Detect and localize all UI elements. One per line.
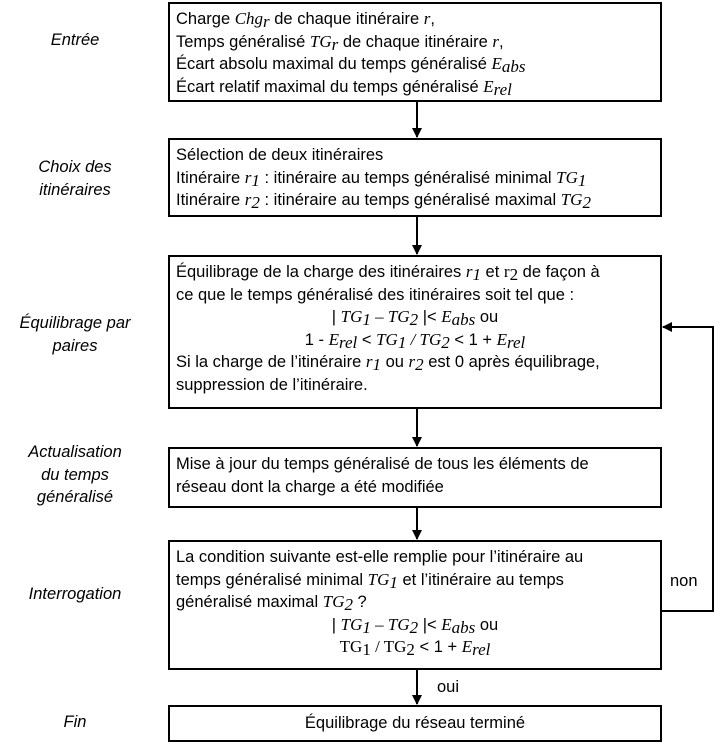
stage-label-equilibrage xyxy=(0,312,150,357)
math-symbol: TG xyxy=(309,31,332,51)
text-segment: est 0 après équilibrage, xyxy=(423,353,600,371)
box-text-line xyxy=(176,31,654,54)
subscript: 1 xyxy=(362,310,371,329)
edge-label-non: non xyxy=(670,572,698,590)
text-segment: Équilibrage de la charge des itinéraires xyxy=(176,263,466,281)
text-segment: réseau dont la charge a été modifiée xyxy=(176,477,444,496)
math-symbol: TG xyxy=(560,190,583,209)
text-segment: temps généralisé minimal xyxy=(176,570,368,589)
text-segment: suppression de l’itinéraire. xyxy=(176,375,368,394)
box-choix xyxy=(168,138,662,217)
text-segment: Écart relatif maximal du temps généralisé xyxy=(176,77,484,96)
text-segment: Écart absolu maximal du temps généralisé xyxy=(176,55,492,73)
math-symbol: – xyxy=(370,614,388,634)
text-segment: et l’itinéraire au temps xyxy=(397,570,564,589)
math-symbol: E xyxy=(461,637,473,656)
math-symbol: TG xyxy=(556,167,578,187)
subscript: 1 xyxy=(372,355,381,374)
math-symbol: TG xyxy=(340,614,363,634)
text-segment: / xyxy=(370,637,384,656)
math-symbol: r xyxy=(365,352,373,371)
text-segment: ce que le temps généralisé des itinéraires soit tel que : xyxy=(176,285,575,304)
text-segment: Si la charge de l’itinéraire xyxy=(176,353,366,371)
subscript: 2 xyxy=(441,332,450,352)
subscript: 1 xyxy=(472,265,481,284)
text-segment: TG xyxy=(383,637,407,656)
stage-label-line: Choix des xyxy=(38,158,112,176)
subscript: abs xyxy=(451,310,476,329)
subscript: rel xyxy=(493,79,512,99)
text-segment: de façon à xyxy=(518,263,600,281)
box-text-line xyxy=(176,546,654,569)
stage-label-fin xyxy=(0,711,150,734)
subscript: 1 xyxy=(397,332,407,352)
math-symbol: TG xyxy=(340,307,363,326)
box-entree xyxy=(168,2,662,102)
text-segment: généralisé maximal xyxy=(176,593,323,611)
subscript: 1 xyxy=(389,572,398,592)
text-segment: 1 - xyxy=(304,330,329,349)
text-segment: | xyxy=(331,615,341,634)
text-segment: , xyxy=(499,32,504,51)
math-symbol: r xyxy=(244,167,252,187)
math-symbol: TG xyxy=(322,592,345,611)
box-fin xyxy=(168,705,662,742)
box-text-line xyxy=(176,306,654,329)
box-text-line xyxy=(176,453,654,476)
box-text-line xyxy=(176,53,654,76)
math-symbol: E xyxy=(441,614,452,634)
subscript: 2 xyxy=(251,193,260,212)
box-text-line xyxy=(176,351,654,374)
box-text-line xyxy=(176,614,654,637)
text-segment: < xyxy=(357,330,377,349)
box-text-line xyxy=(176,569,654,592)
box-text-line xyxy=(176,329,654,352)
math-symbol: r xyxy=(408,352,416,371)
subscript: 2 xyxy=(344,595,353,614)
stage-label-line: itinéraires xyxy=(39,180,111,199)
subscript: rel xyxy=(339,332,358,352)
loop-arrow-non xyxy=(662,327,713,611)
math-symbol: E xyxy=(483,76,494,96)
text-segment: Charge xyxy=(176,10,235,28)
box-text-line xyxy=(176,476,654,499)
stage-label-interrogation xyxy=(0,583,150,606)
box-text-line xyxy=(176,591,654,614)
text-segment: Temps généralisé xyxy=(176,32,310,51)
text-segment: ou xyxy=(475,308,499,326)
text-segment: TG xyxy=(339,637,363,656)
box-equilibrage xyxy=(168,255,662,409)
box-interrogation xyxy=(168,540,662,670)
math-symbol: r xyxy=(244,190,252,209)
box-text-line xyxy=(176,167,654,190)
text-segment: | xyxy=(331,308,341,326)
math-symbol: TG xyxy=(367,569,390,589)
math-symbol: – xyxy=(370,307,388,326)
stage-label-line: paires xyxy=(52,336,98,355)
math-symbol: E xyxy=(491,54,502,73)
stage-label-choix xyxy=(0,156,150,201)
text-segment: < 1 + xyxy=(414,638,462,656)
subscript: rel xyxy=(472,640,491,659)
stage-label-entree xyxy=(0,29,150,52)
box-text-line xyxy=(176,374,654,397)
edge-label-oui: oui xyxy=(437,678,460,696)
text-segment: ou xyxy=(380,353,409,371)
stage-label-line: Entrée xyxy=(50,31,100,49)
text-segment: de chaque itinéraire xyxy=(269,10,424,28)
subscript: 1 xyxy=(362,617,371,637)
subscript: rel xyxy=(506,332,526,352)
subscript: 2 xyxy=(415,355,424,374)
box-text-line xyxy=(176,261,654,284)
subscript: 2 xyxy=(409,310,419,329)
text-segment: : itinéraire au temps généralisé minimal xyxy=(259,168,557,187)
stage-label-line: Fin xyxy=(63,713,87,731)
math-symbol: E xyxy=(441,307,452,326)
text-segment: Sélection de deux itinéraires xyxy=(176,146,384,164)
box-text-line xyxy=(176,636,654,659)
math-symbol: E xyxy=(328,329,339,349)
text-segment: et xyxy=(480,263,504,281)
math-symbol: TG xyxy=(387,614,410,634)
text-segment: Itinéraire xyxy=(176,168,245,187)
subscript: 2 xyxy=(509,265,519,284)
stage-label-line: Interrogation xyxy=(28,585,122,603)
math-symbol: r xyxy=(465,262,473,281)
math-symbol: TG xyxy=(387,307,410,326)
stage-label-line: généralisé xyxy=(36,488,114,506)
subscript: 2 xyxy=(582,193,591,212)
text-segment: , xyxy=(430,10,435,28)
stage-label-line: Équilibrage par xyxy=(19,314,131,332)
text-segment: |< xyxy=(418,308,442,326)
text-segment: |< xyxy=(418,615,442,634)
math-symbol: r xyxy=(492,31,499,51)
subscript: 2 xyxy=(406,640,415,659)
math-symbol: TG xyxy=(419,329,442,349)
math-symbol: r xyxy=(423,9,431,28)
box-text-line xyxy=(176,76,654,99)
subscript: 1 xyxy=(577,170,587,190)
text-segment: r xyxy=(503,262,510,281)
math-symbol: TG xyxy=(376,329,398,349)
text-segment: < 1 + xyxy=(449,330,497,349)
subscript: 1 xyxy=(251,170,260,190)
box-text-line xyxy=(176,712,654,735)
stage-label-actualisation xyxy=(0,441,150,509)
text-segment: de chaque itinéraire xyxy=(338,32,493,51)
math-symbol: Chg xyxy=(234,9,264,28)
box-text-line xyxy=(176,189,654,212)
math-symbol: E xyxy=(496,329,507,349)
subscript: 1 xyxy=(362,640,371,659)
subscript: abs xyxy=(501,57,526,76)
subscript: 2 xyxy=(409,617,419,637)
stage-label-line: du temps xyxy=(41,465,109,484)
text-segment: : itinéraire au temps généralisé maximal xyxy=(259,191,561,209)
box-text-line xyxy=(176,144,654,167)
text-segment: La condition suivante est-elle remplie pour l’itinéraire au xyxy=(176,548,584,566)
subscript: r xyxy=(263,12,270,31)
text-segment: ? xyxy=(352,593,367,611)
stage-label-line: Actualisation xyxy=(28,443,122,461)
text-segment: Itinéraire xyxy=(176,191,245,209)
subscript: abs xyxy=(451,617,476,637)
box-actualisation xyxy=(168,447,662,508)
text-segment: ou xyxy=(475,615,499,634)
text-segment: Équilibrage du réseau terminé xyxy=(304,714,526,732)
box-text-line xyxy=(176,284,654,307)
box-text-line xyxy=(176,8,654,31)
math-symbol: / xyxy=(406,329,420,349)
subscript: r xyxy=(331,34,339,54)
text-segment: Mise à jour du temps généralisé de tous les éléments de xyxy=(176,455,589,473)
